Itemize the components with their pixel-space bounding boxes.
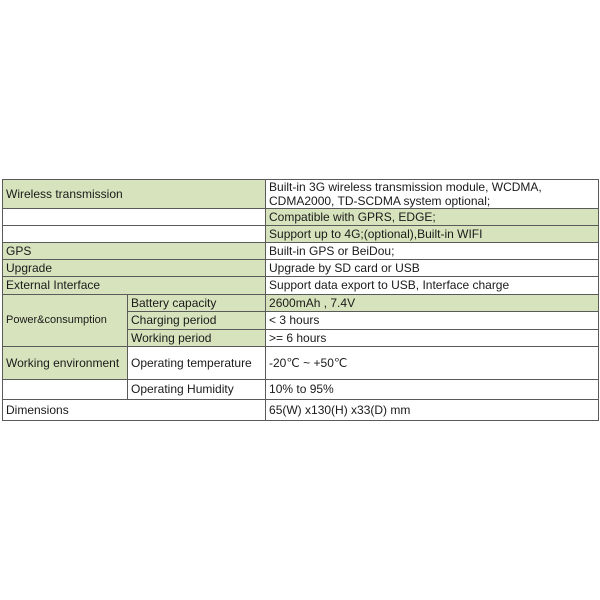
table-row xyxy=(3,180,599,209)
wireless-value-1 xyxy=(266,180,599,209)
spec-table xyxy=(2,179,599,421)
table-row xyxy=(3,277,599,295)
table-row xyxy=(3,295,599,312)
operating-temperature-value: -20℃ ~ +50℃ xyxy=(266,347,599,380)
gps-label: GPS xyxy=(3,243,266,260)
table-row xyxy=(3,226,599,243)
wireless-value-3: Support up to 4G;(optional),Built-in WIFI xyxy=(266,226,599,243)
wireless-blank-cell xyxy=(3,226,266,243)
table-row xyxy=(3,380,599,400)
charging-period-label: Charging period xyxy=(128,312,266,330)
wireless-label: Wireless transmission xyxy=(3,180,266,209)
table-row xyxy=(3,209,599,226)
upgrade-label: Upgrade xyxy=(3,260,266,277)
working-environment-label: Working environment xyxy=(3,347,128,380)
charging-period-value: < 3 hours xyxy=(266,312,599,330)
dimensions-value: 65(W) x130(H) x33(D) mm xyxy=(266,400,599,421)
external-interface-label: External Interface xyxy=(3,277,266,295)
wireless-blank-cell xyxy=(3,209,266,226)
dimensions-label: Dimensions xyxy=(3,400,266,421)
working-period-label: Working period xyxy=(128,330,266,347)
table-row xyxy=(3,260,599,277)
table-row xyxy=(3,347,599,380)
table-row xyxy=(3,400,599,421)
operating-humidity-value: 10% to 95% xyxy=(266,380,599,400)
table-row xyxy=(3,243,599,260)
power-consumption-label: Power&consumption xyxy=(3,295,128,347)
operating-temperature-label: Operating temperature xyxy=(128,347,266,380)
wireless-value-1-text: Built-in 3G wireless transmission module, WCDMA, CDMA2000, TD-SCDMA system optional; xyxy=(269,180,542,208)
upgrade-value: Upgrade by SD card or USB xyxy=(266,260,599,277)
environment-blank-cell xyxy=(3,380,128,400)
operating-humidity-label: Operating Humidity xyxy=(128,380,266,400)
gps-value: Built-in GPS or BeiDou; xyxy=(266,243,599,260)
working-period-value: >= 6 hours xyxy=(266,330,599,347)
wireless-value-2: Compatible with GPRS, EDGE; xyxy=(266,209,599,226)
external-interface-value: Support data export to USB, Interface charge xyxy=(266,277,599,295)
battery-capacity-label: Battery capacity xyxy=(128,295,266,312)
battery-capacity-value: 2600mAh , 7.4V xyxy=(266,295,599,312)
